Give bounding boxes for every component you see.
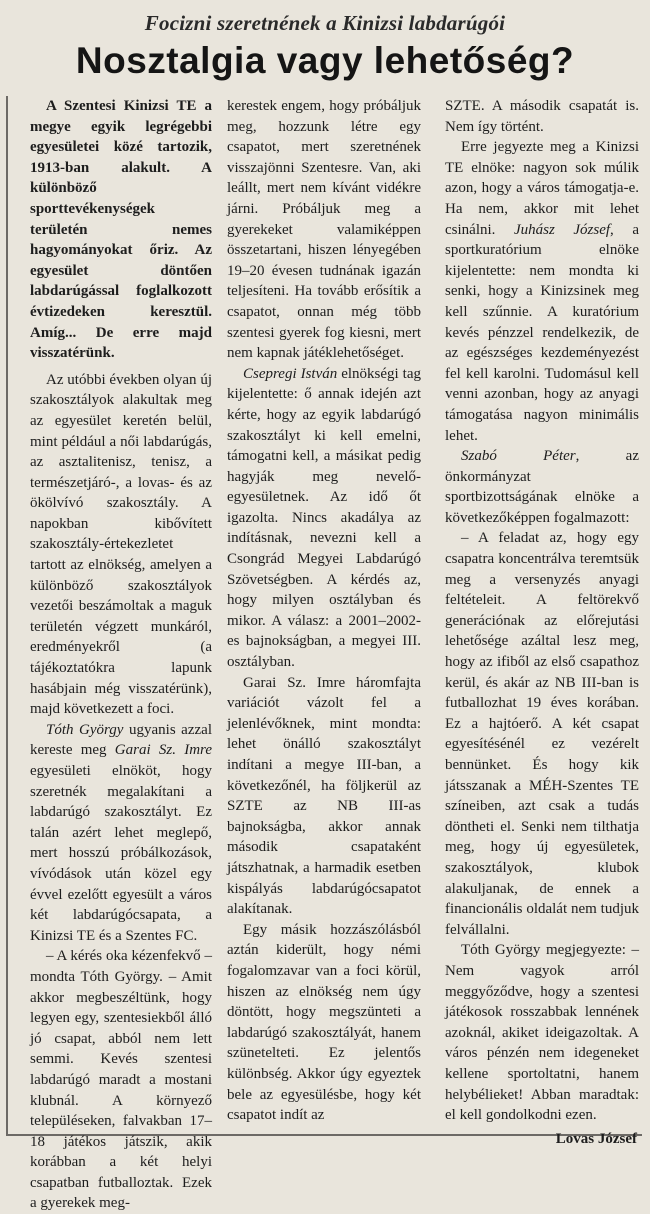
left-border-rule: [6, 96, 8, 1136]
body-paragraph: Az utóbbi években olyan új szakosztályok alakultak meg az egyesület keretén belül, mint például a női labdarúgás, az asztalitenisz, tenisz, a természetjáró-, a lovas- és az ökölvívó szakosztály. A napokban kibővített szakosztály-értekezletet tartott az elnökség, amelyen a különböző szakosztályok vezetői beszámoltak a maguk területén végzett munkáról, eredményekről (a tájékoztatókra lapunk hasábjain még visszatérünk), majd következett a foci.: [30, 371, 212, 718]
person-name: Szabó Péter: [461, 448, 576, 465]
article-kicker: Focizni szeretnének a Kinizsi labdarúgói: [144, 11, 506, 35]
text-run: Erre jegyezte meg a Kinizsi TE elnöke: nagyon sok múlik azon, hogy a város támogatja-e. Ha nem, akkor mit lehet csinálni.: [445, 139, 639, 238]
text-run: , az önkormányzat sportbizottságának elnöke a következőképpen fogalmazott:: [445, 448, 639, 526]
column-2: [227, 96, 421, 1126]
text-run: elnökségi tag kijelentette: ő annak idején azt kérte, hogy az egyik labdarúgó szakosztályt ki kell emelni, támogatni kell, a másikat pedig hagyják meg nevelő-egyesületnek. Az idő őt igazolta. Nincs akadálya az indításnak, nevezni kell a Csongrád Megyei Labdarúgó Szövetségben. A kérdés az, hogy milyen osztályban és mikor. A válasz: a 2001–2002-es bajnokságban, a megyei III. osztályban.: [227, 365, 421, 671]
text-run: ugyanis azzal kereste meg: [30, 721, 212, 759]
text-run: , a sportkuratórium elnöke kijelentette: nem mondta ki senki, hogy a Kinizsinek meg kell szűnnie. A kuratórium kevés pénzzel rendelkezik, de az egészséges kezdeményezést fel kell karolni. Tudomásul kell venni azonban, hogy az anyagi támogatása nagyon minimális lehet.: [445, 221, 639, 444]
column-1: [30, 96, 212, 1214]
body-paragraph: – A feladat az, hogy egy csapatra koncentrálva teremtsük meg a versenyzés anyagi feltételeit. A feltörekvő generációnak az előrejutási lehetősége azáltal lesz meg, hogy az ifiből az első csapathoz kerül, és akár az NB III-ban is futballozhat 19 éves korában. Ez a hajtóerő. A két csapat egyesítésénél ez vezérelt bennünket. És hogy kik játsszanak a MÉH-Szentes TE színeiben, azt csak a tudás döntheti el. Senki nem tilthatja meg, hogy új egyesületek, szakosztályok, klubok alakuljanak, de ennek a financionális oldalát nem tudjuk felvállalni.: [445, 530, 639, 938]
column-3: [445, 96, 639, 1149]
body-paragraph: Egy másik hozzászólásból aztán kiderült, hogy némi fogalomzavar van a foci körül, hiszen az elnökség nem úgy döntött, hogy megszünteti a labdarúgó szakosztályát, hanem szünetelteti. Ez jelentős különbség. Akkor úgy egyeztek bele az egyesülésbe, hogy két csapatot indít az: [227, 921, 421, 1124]
person-name: Tóth György: [46, 721, 124, 738]
body-paragraph: [445, 137, 639, 446]
body-paragraph: [445, 446, 639, 528]
body-paragraph: [30, 720, 212, 947]
body-paragraph: – A kérés oka kézenfekvő – mondta Tóth György. – Amit akkor megbeszéltünk, hogy legyen egy, szentesiekből álló jó csapat, abból nem lett semmi. Kevés szentesi labdarúgó maradt a mostani klubnál. A környező településeken, falvakban 17–18 játékos játszik, akik korábban a két helyi csapatban futballoztak. Ezek a gyerekek meg-: [30, 948, 212, 1212]
author-byline: Lovas József: [555, 1130, 637, 1147]
lead-paragraph: A Szentesi Kinizsi TE a megye egyik legrégebbi egyesületei közé tartozik, 1913-ban alakult. A különböző sporttevékenységek területén nemes hagyományokat őriz. Az egyesület döntően labdarúgással foglalkozott évtizedeken keresztül. Amíg... De erre majd visszatérünk.: [30, 98, 212, 362]
body-paragraph: Tóth György megjegyezte: – Nem vagyok arról meggyőződve, hogy a szentesi játékosok rosszabbak lennének azoknál, akiket ideigazoltak. A város pénzén nem idegeneket kellene sportoltatni, hanem helybélieket! Abban maradtak: el kell gondolkodni ezen.: [445, 942, 639, 1124]
text-run: egyesületi elnököt, hogy szeretnék megalakítani a labdarúgó szakosztályt. Ez talán azért lehet meglepő, mert hosszú próbálkozások, vívódások után közel egy évvel ezelőtt egyesült a város két labdarúgócsapata, a Kinizsi TE és a Szentes FC.: [30, 763, 212, 944]
person-name: Garai Sz. Imre: [114, 742, 212, 759]
body-paragraph: kerestek engem, hogy próbáljuk meg, hozzunk létre egy csapatot, mert szeretnének visszajönni Szentesre. Van, aki leállt, mert nem kívánt vidékre járni. Próbáljuk meg a gyerekeket valamiképpen összetartani, hiszen lényegében 19–20 évesen tudnának igazán teljesíteni. Ha tovább erősítik a csapatot, onnan még több szentesi gyerek fog kiesni, mert nem kapnak játéklehetőséget.: [227, 98, 421, 362]
body-paragraph: SZTE. A második csapatát is. Nem így történt.: [445, 98, 639, 135]
body-paragraph: Garai Sz. Imre háromfajta variációt vázolt fel a jelenlévőknek, mint mondta: lehet önálló szakosztályt indítani a megye III-ban, a következőnél, ha följkerül az SZTE az NB III-as bajnokságba, akkor annak második csapataként játszhatnak, a harmadik esetben kispályás labdarúgócsapatot alakítanak.: [227, 674, 421, 918]
person-name: Csepregi István: [243, 365, 338, 382]
body-paragraph: [227, 364, 421, 673]
article-title: Nosztalgia vagy lehetőség?: [75, 40, 575, 81]
person-name: Juhász József: [513, 221, 611, 238]
